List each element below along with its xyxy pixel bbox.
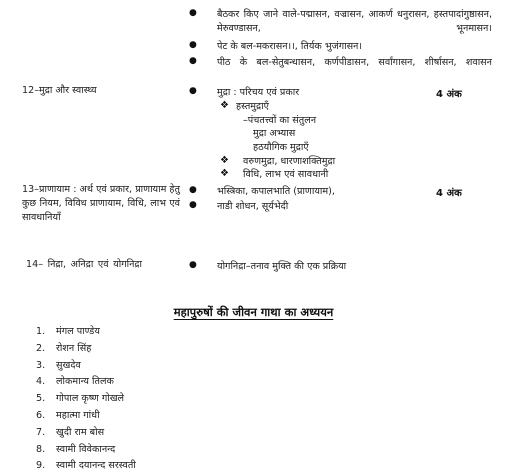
list-item-name: स्वामी दयानन्द सरस्वती: [56, 460, 136, 472]
diamond-bullet-icon: ❖: [220, 100, 229, 111]
diamond-bullet-icon: ❖: [220, 155, 229, 166]
list-item-number: 2.: [36, 342, 46, 354]
list-item-name: गोपाल कृष्ण गोखले: [56, 393, 125, 405]
list-item-name: रोशन सिंह: [56, 342, 92, 354]
unit-14-item: योगनिद्रा–तनाव मुक्ति की एक प्रक्रिया: [217, 261, 347, 272]
sub-item-varun-mudra: वरुणमुद्रा, धारणाशक्तिमुद्रा: [243, 156, 336, 167]
list-item: [36, 442, 136, 459]
unit-14-topic: 14– निद्रा, अनिद्रा एवं योगनिद्रा: [26, 259, 142, 270]
list-item: [36, 425, 136, 442]
bullet-icon: ●: [189, 200, 197, 210]
asana-item-sitting: बैठकर किए जाने वाले-पद्मासन, वज्रासन, आकर्ण धनुरासन, हस्तपादांगुष्ठासन, मेरुवण्डासन, भूनमासन।: [217, 9, 492, 34]
diamond-bullet-icon: ❖: [220, 168, 229, 179]
list-item-number: 3.: [36, 359, 46, 371]
bullet-icon: ●: [189, 8, 197, 18]
unit-13-item-1: भस्त्रिका, कपालभाति (प्राणायाम),: [217, 186, 335, 197]
list-item-number: 5.: [36, 393, 46, 405]
list-item-number: 1.: [36, 326, 46, 337]
sub-item-mudra-abhyas: मुद्रा अभ्यास: [253, 128, 296, 139]
list-item-number: 7.: [36, 426, 46, 438]
list-item: [36, 374, 136, 391]
unit-13-marks: 4 अंक: [436, 188, 462, 199]
list-item: [36, 408, 136, 425]
sub-item-hasta-mudra: हस्तमुद्राएँ: [236, 101, 269, 112]
unit-13-item-2: नाडी शोधन, सूर्यभेदी: [217, 201, 289, 212]
list-item: [36, 358, 136, 375]
list-item: [36, 324, 136, 341]
sub-item-panchtattva: –पंचतत्त्वों का संतुलन: [243, 115, 317, 126]
list-item-name: स्वामी विवेकानन्द: [56, 443, 116, 455]
list-item-name: सुखदेव: [56, 359, 81, 371]
biography-heading: [0, 305, 507, 320]
list-item: [36, 391, 136, 408]
bullet-icon: ●: [189, 260, 197, 270]
unit-12-topic: 12–मुद्रा और स्वास्थ्य: [22, 85, 97, 96]
list-item-name: खुदी राम बोस: [56, 426, 105, 438]
list-item-number: 8.: [36, 443, 46, 455]
list-item-name: मंगल पाण्डेय: [56, 326, 100, 337]
list-item-number: 6.: [36, 409, 46, 421]
unit-13-topic: 13–प्राणायाम : अर्थ एवं प्रकार, प्राणायाम हेतु कुछ नियम, विविध प्राणायाम, विधि, लाभ एवं सावधानियाँ: [22, 184, 180, 223]
list-item-number: 9.: [36, 460, 46, 472]
biography-list: [36, 324, 136, 475]
list-item-name: महात्मा गांधी: [56, 409, 100, 421]
sub-item-vidhi: विधि, लाभ एवं सावधानी: [243, 169, 329, 180]
unit-12-item: मुद्रा : परिचय एवं प्रकार: [217, 87, 300, 98]
bullet-icon: ●: [189, 86, 197, 96]
biography-heading-text: महापुरुषों की जीवन गाथा का अध्ययन: [173, 305, 334, 319]
unit-12-marks: 4 अंक: [436, 89, 462, 100]
bullet-icon: ●: [189, 56, 197, 66]
bullet-icon: ●: [189, 185, 197, 195]
asana-item-back: पीठ के बल-सेतुबन्धासन, कर्णपीडासन, सर्वांगासन, शीर्षासन, शवासन: [217, 57, 492, 68]
list-item-number: 4.: [36, 376, 46, 388]
asana-item-stomach: पेट के बल-मकरासन।।, तिर्यक भुजंगासन।: [217, 41, 363, 52]
sub-item-hathyogic: हठयौगिक मुद्राएँ: [253, 142, 309, 153]
list-item-name: लोकमान्य तिलक: [56, 376, 114, 388]
bullet-icon: ●: [189, 40, 197, 50]
list-item: [36, 341, 136, 358]
